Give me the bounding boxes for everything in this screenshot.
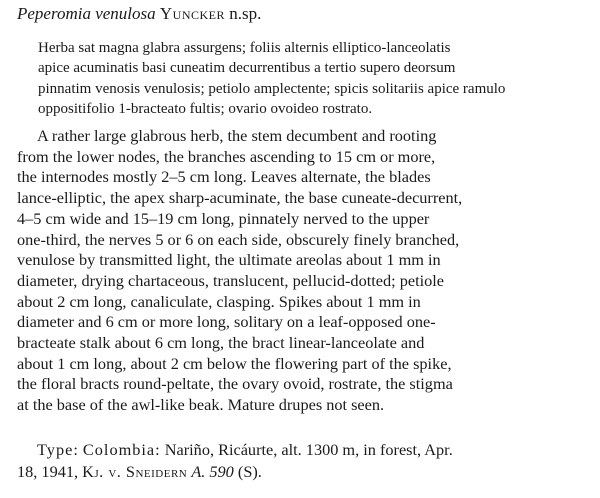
description-line: at the base of the awl-like beak. Mature drupes not seen. — [17, 395, 385, 415]
description-line: A rather large glabrous herb, the stem decumbent and rooting — [37, 126, 437, 145]
type-locality: Nariño, Ricáurte, alt. 1300 m, in forest, Apr. — [164, 440, 453, 459]
description-line: the internodes mostly 2–5 cm long. Leaves alternate, the blades — [17, 167, 431, 187]
type-collector: Kj. v. Sneidern — [82, 462, 188, 481]
latin-line: Herba sat magna glabra assurgens; foliis alternis elliptico-lanceolatis — [38, 40, 451, 56]
description-line: diameter and 6 cm or more long, solitary on a leaf-opposed one- — [17, 312, 436, 332]
type-line-1 — [17, 439, 453, 461]
description-line: from the lower nodes, the branches ascending to 15 cm or more, — [17, 146, 436, 166]
species-author: Yuncker — [159, 4, 226, 23]
species-designation: n.sp. — [229, 4, 262, 23]
latin-line: apice acuminatis basi cuneatim decurrentibus a tertio supero deorsum — [38, 60, 456, 77]
type-specimen — [17, 439, 453, 483]
description-line: diameter, drying chartaceous, translucent, pellucid-dotted; petiole — [17, 270, 445, 290]
description-line: about 2 cm long, canaliculate, clasping. Spikes about 1 mm in — [17, 291, 421, 311]
description-line: bracteate stalk about 6 cm long, the bract linear-lanceolate and — [17, 333, 425, 353]
description-line: 4–5 cm wide and 15–19 cm long, pinnately nerved to the upper — [17, 208, 430, 228]
type-herbarium: (S). — [237, 462, 262, 481]
species-heading — [17, 4, 261, 24]
description-line: the floral bracts round-peltate, the ovary ovoid, rostrate, the stigma — [17, 374, 453, 394]
description-line: about 1 cm long, about 2 cm below the flowering part of the spike, — [17, 353, 452, 373]
type-date: 18, 1941, — [17, 462, 79, 481]
latin-line: oppositifolio 1-bracteato fultis; ovario ovoideo rostrato. — [38, 100, 373, 117]
type-label: Type: — [37, 440, 79, 459]
latin-line: pinnatim venosis venulosis; petiolo amplectente; spicis solitariis apice ramulo — [38, 80, 506, 97]
english-description — [17, 126, 462, 416]
type-line-2 — [17, 461, 453, 483]
description-line: one-third, the nerves 5 or 6 on each side, obscurely finely branched, — [17, 229, 460, 249]
type-country: Colombia: — [82, 440, 161, 459]
type-number: A. 590 — [191, 462, 234, 481]
latin-description — [38, 38, 505, 119]
description-line: lance-elliptic, the apex sharp-acuminate, the base cuneate-decurrent, — [17, 188, 463, 208]
species-name: Peperomia venulosa — [17, 4, 156, 23]
description-line: venulose by transmitted light, the ultimate areolas about 1 mm in — [17, 250, 441, 270]
